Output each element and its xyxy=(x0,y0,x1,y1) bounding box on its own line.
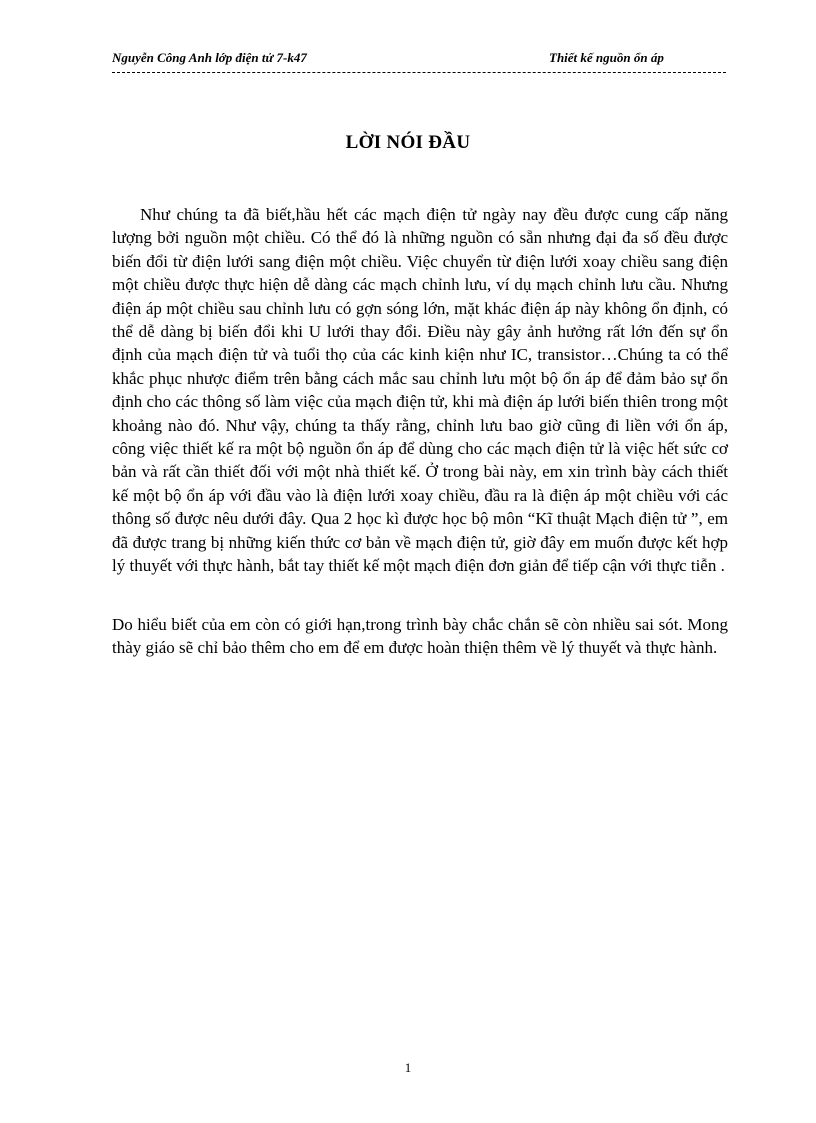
intro-paragraph: Như chúng ta đã biết,hầu hết các mạch điện tử ngày nay đều được cung cấp năng lượng bởi nguồn một chiều. Có thể đó là những nguồn có sẵn nhưng đại đa số đều được biến đổi từ điện lưới sang điện một chiều. Việc chuyển từ điện lưới xoay chiều sang điện một chiều được thực hiện dễ dàng các mạch chỉnh lưu, ví dụ mạch chỉnh lưu cầu. Nhưng điện áp một chiều sau chỉnh lưu có gợn sóng lớn, mặt khác điện áp này không ổn định, có thể dễ dàng bị biến đổi khi U lưới thay đổi. Điều này gây ảnh hưởng rất lớn đến sự ổn định của mạch điện tử và tuổi thọ của các kinh kiện như IC, transistor…Chúng ta có thể khắc phục nhược điểm trên bằng cách mắc sau chỉnh lưu một bộ ổn áp để đảm bảo sự ổn định cho các thông số làm việc của mạch điện tử, khi mà điện áp lưới biến thiên trong một khoảng nào đó. Như vậy, chúng ta thấy rằng, chỉnh lưu bao giờ cũng đi liền với ổn áp, công việc thiết kế ra một bộ nguồn ổn áp để dùng cho các mạch điện tử là việc hết sức cơ bản và rất cần thiết đối với một nhà thiết kế. Ở trong bài này, em xin trình bày cách thiết kế một bộ ổn áp với đầu vào là điện lưới xoay chiều, đầu ra là điện áp một chiều với các thông số được nêu dưới đây. Qua 2 học kì được học bộ môn “Kĩ thuật Mạch điện tử ”, em đã được trang bị những kiến thức cơ bản về mạch điện tử, giờ đây em muốn được kết hợp lý thuyết với thực hành, bắt tay thiết kế một mạch điện đơn giản để tiếp cận với thực tiễn . xyxy=(112,205,728,576)
header-author-class: Nguyễn Công Anh lớp điện tử 7-k47 xyxy=(112,50,307,65)
page-title: LỜI NÓI ĐẦU xyxy=(345,132,471,153)
page-number: 1 xyxy=(404,1060,412,1075)
page-header xyxy=(112,50,728,80)
header-document-topic: Thiết kế nguồn ổn áp xyxy=(549,50,664,65)
closing-paragraph: Do hiểu biết của em còn có giới hạn,trong trình bày chắc chắn sẽ còn nhiều sai sót. Mong thày giáo sẽ chỉ bảo thêm cho em để em được hoàn thiện thêm về lý thuyết và thực hành. xyxy=(112,615,728,658)
header-divider xyxy=(112,72,726,73)
